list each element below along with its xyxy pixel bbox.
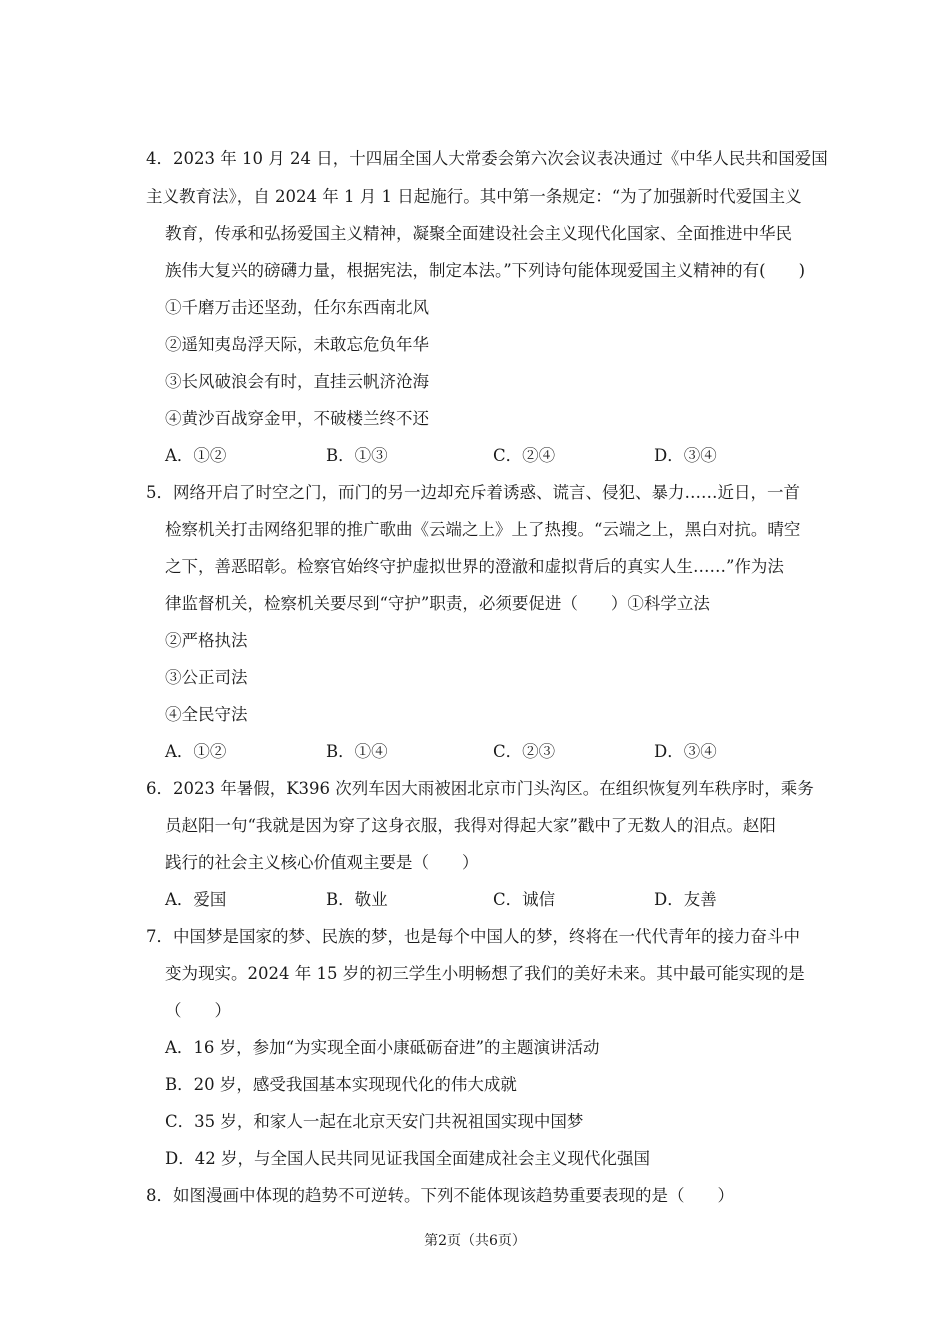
option-a: A．16 岁，参加“为实现全面小康砥砺奋进”的主题演讲活动	[165, 1038, 600, 1057]
option-d: D．③④	[654, 742, 717, 761]
option-b: B．敬业	[326, 890, 388, 909]
option-c: C．诚信	[493, 890, 556, 909]
question-text-line: 主义教育法》，自 2024 年 1 月 1 日起施行。其中第一条规定：“为了加强新时代爱国主义	[146, 187, 802, 206]
question-text-line: 律监督机关，检察机关要尽到“守护”职责，必须要促进（ ）①科学立法	[165, 594, 710, 613]
option-d: D．42 岁，与全国人民共同见证我国全面建成社会主义现代化强国	[165, 1149, 650, 1168]
option-d: D．③④	[654, 446, 717, 465]
question-text-line: 8．如图漫画中体现的趋势不可逆转。下列不能体现该趋势重要表现的是（ ）	[146, 1186, 734, 1205]
statement-item: ③长风破浪会有时，直挂云帆济沧海	[165, 372, 429, 391]
question-text-line: 教育，传承和弘扬爱国主义精神，凝聚全面建设社会主义现代化国家、全面推进中华民	[165, 224, 792, 243]
option-c: C．35 岁，和家人一起在北京天安门共祝祖国实现中国梦	[165, 1112, 584, 1131]
question-text-line: 族伟大复兴的磅礴力量，根据宪法，制定本法。”下列诗句能体现爱国主义精神的有( )	[165, 261, 806, 280]
question-text-line: 之下，善恶昭彰。检察官始终守护虚拟世界的澄澈和虚拟背后的真实人生……”作为法	[165, 557, 784, 576]
option-b: B．①④	[326, 742, 388, 761]
option-a: A．爱国	[165, 890, 227, 909]
option-a: A．①②	[165, 446, 227, 465]
option-d: D．友善	[654, 890, 717, 909]
statement-item: ②严格执法	[165, 631, 248, 650]
option-c: C．②③	[493, 742, 556, 761]
question-text-line: 5．网络开启了时空之门，而门的另一边却充斥着诱惑、谎言、侵犯、暴力……近日，一首	[146, 483, 800, 502]
option-c: C．②④	[493, 446, 556, 465]
statement-item: ②遥知夷岛浮天际，未敢忘危负年华	[165, 335, 429, 354]
question-text-line: 7．中国梦是国家的梦、民族的梦，也是每个中国人的梦，终将在一代代青年的接力奋斗中	[146, 927, 800, 946]
statement-item: ①千磨万击还坚劲，任尔东西南北风	[165, 298, 429, 317]
statement-item: ③公正司法	[165, 668, 248, 687]
question-text-line: （ ）	[165, 1001, 231, 1020]
statement-item: ④全民守法	[165, 705, 248, 724]
option-a: A．①②	[165, 742, 227, 761]
option-b: B．①③	[326, 446, 388, 465]
page-number-footer: 第2页（共6页）	[424, 1233, 526, 1249]
question-text-line: 变为现实。2024 年 15 岁的初三学生小明畅想了我们的美好未来。其中最可能实现的是	[165, 964, 805, 983]
question-text-line: 6．2023 年暑假，K396 次列车因大雨被困北京市门头沟区。在组织恢复列车秩序时，乘务	[146, 779, 814, 798]
question-text-line: 践行的社会主义核心价值观主要是（ ）	[165, 853, 479, 872]
option-b: B．20 岁，感受我国基本实现现代化的伟大成就	[165, 1075, 517, 1094]
question-text-line: 检察机关打击网络犯罪的推广歌曲《云端之上》上了热搜。“云端之上，黑白对抗。晴空	[165, 520, 801, 539]
question-text-line: 员赵阳一句“我就是因为穿了这身衣服，我得对得起大家”戳中了无数人的泪点。赵阳	[165, 816, 776, 835]
statement-item: ④黄沙百战穿金甲，不破楼兰终不还	[165, 409, 429, 428]
question-text-line: 4．2023 年 10 月 24 日，十四届全国人大常委会第六次会议表决通过《中华人民共和国爱国	[146, 149, 828, 168]
